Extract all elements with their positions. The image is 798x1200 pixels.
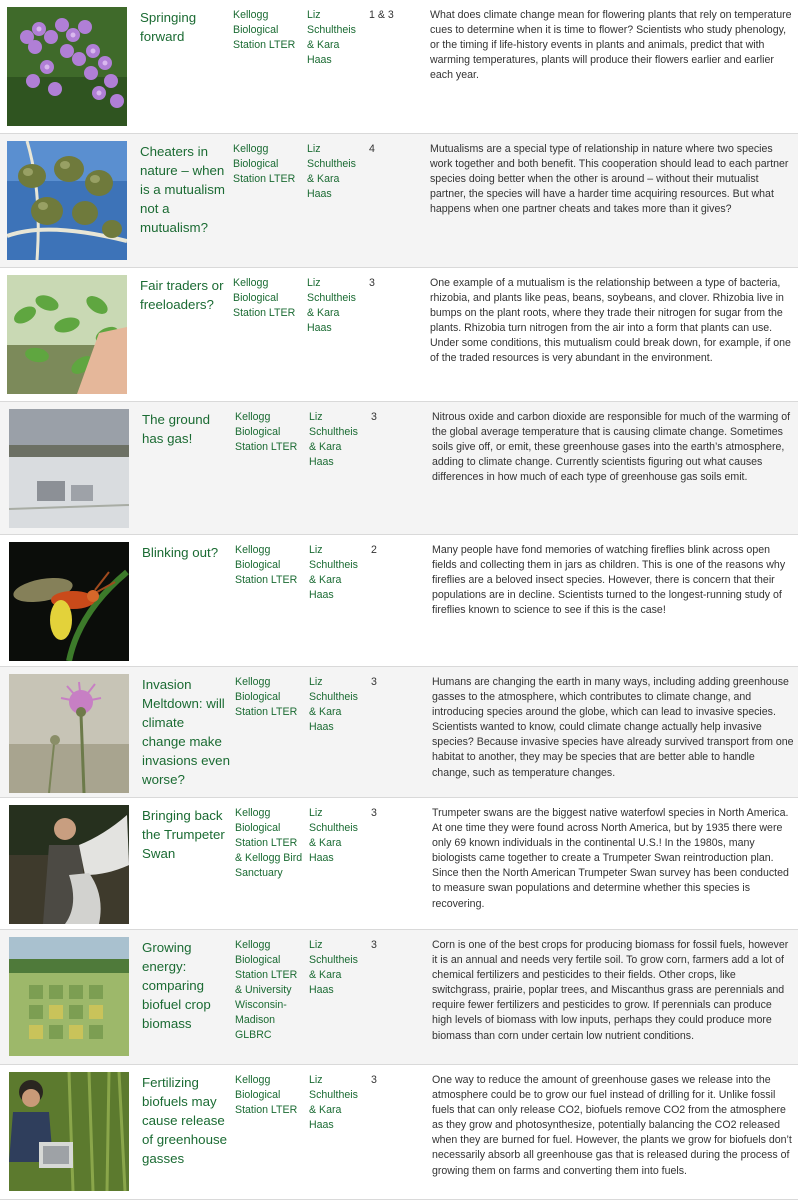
lesson-description: What does climate change mean for flowering plants that rely on temperature cues to determine when it is time to flower? Scientists who study phenology, or the timing if life-history events in plants and animals, predict that with warming temperatures, plants will produce their flowers earlier and earlier each year. <box>430 9 792 82</box>
lesson-description: One way to reduce the amount of greenhouse gases we release into the atmosphere could be to grow our fuel instead of drilling for it. Unlike fossil fuels that can only release CO2, biofuels remove CO2 from the atmosphere as they grow and photosynthesize, potentially balancing the CO2 released when they are burned for fuel. However, the plants we grow for biofuels don’t necessarily absorb all greenhouse gas that is released during the process of growing them on farms and converting them into fuels. <box>432 1074 792 1177</box>
frosty-field-photo[interactable] <box>9 409 129 528</box>
authors: Liz Schultheis & Kara Haas <box>307 277 356 334</box>
site-name: Kellogg Biological Station LTER & Kellogg Bird Sanctuary <box>235 807 303 879</box>
lesson-description: Mutualisms are a special type of relationship in nature where two species work together and both benefit. This cooperation should lead to each partner species doing better when the other is around – without their mutualist partner, the species will have a harder time acquiring resources. But what happens when one partner cheats and takes more than it gives? <box>430 143 789 216</box>
table-row <box>0 134 798 268</box>
lesson-description: One example of a mutualism is the relationship between a type of bacteria, rhizobia, and plants like peas, beans, soybeans, and clover. Rhizobia live in bumps on the plant roots, where they trade their nitrogen for sugar from the plants. Rhizobia turn nitrogen from the air into a form that plants can use. Under some conditions, this mutualism could break down, for example, if one of the traded resources is very abundant in the environment. <box>430 277 791 365</box>
swan-image <box>9 805 129 924</box>
purple-flowers-image <box>7 7 127 126</box>
site-name: Kellogg Biological Station LTER <box>235 411 298 453</box>
authors: Liz Schultheis & Kara Haas <box>309 411 358 468</box>
lesson-description: Many people have fond memories of watching fireflies blink across open fields and collecting them in jars as children. This is one of the reasons why fireflies are a beloved insect species. However, there is concern that their populations are in decline. Scientists turned to the longest-running study of fireflies known to science to see if this is the case! <box>432 544 786 617</box>
table-row <box>0 798 798 930</box>
authors: Liz Schultheis & Kara Haas <box>309 676 358 733</box>
grade-level: 3 <box>371 676 377 688</box>
lesson-title-link[interactable]: Growing energy: comparing biofuel crop biomass <box>142 940 211 1031</box>
authors: Liz Schultheis & Kara Haas <box>309 807 358 864</box>
lesson-description: Nitrous oxide and carbon dioxide are responsible for much of the warming of the global average temperature that is causing climate change. Sometimes soils give off, or emit, these greenhouse gases into the earth’s atmosphere, adding to climate change. Currently scientists figuring out what causes differences in how much of each type of greenhouse gas soils emit. <box>432 411 791 484</box>
root-nodules-photo[interactable] <box>7 141 127 260</box>
lesson-title-link[interactable]: Bringing back the Trumpeter Swan <box>142 808 225 861</box>
table-row <box>0 930 798 1065</box>
knapweed-image <box>9 674 129 793</box>
site-name: Kellogg Biological Station LTER <box>235 1074 298 1116</box>
swan-photo[interactable] <box>9 805 129 924</box>
lesson-title-link[interactable]: Cheaters in nature – when is a mutualism not a mutualism? <box>140 144 225 235</box>
firefly-image <box>9 542 129 661</box>
grade-level: 2 <box>371 544 377 556</box>
table-row <box>0 0 798 134</box>
lesson-title-link[interactable]: Fair traders or freeloaders? <box>140 278 224 312</box>
site-name: Kellogg Biological Station LTER <box>233 143 296 185</box>
table-row <box>0 535 798 667</box>
lesson-description: Corn is one of the best crops for producing biomass for fossil fuels, however it is an annual and needs very fertile soil. To grow corn, farmers add a lot of chemical fertilizers and pesticides to their fields. Other crops, like switchgrass, prairie, poplar trees, and Miscanthus grass are perennials and require fewer fertilizers and pesticides to grow. If perennials can produce high levels of biomass with low inputs, perhaps they could produce more biomass than corn under certain low nutrient conditions. <box>432 939 789 1042</box>
table-row <box>0 1065 798 1200</box>
authors: Liz Schultheis & Kara Haas <box>309 939 358 996</box>
grade-level: 3 <box>369 277 375 289</box>
lesson-description: Trumpeter swans are the biggest native waterfowl species in North America. At one time they were found across North America, but by 1935 there were only 69 known individuals in the continental U.S.! In the 1980s, many biologists came together to create a Trumpeter Swan reintroduction plan. Since then the North American Trumpeter Swan survey has been conducted to measure swan populations and determine whether this species is recovering. <box>432 807 789 910</box>
knapweed-photo[interactable] <box>9 674 129 793</box>
grade-level: 3 <box>371 939 377 951</box>
table-row <box>0 402 798 535</box>
grade-level: 4 <box>369 143 375 155</box>
lesson-title-link[interactable]: The ground has gas! <box>142 412 211 446</box>
table-row <box>0 667 798 798</box>
authors: Liz Schultheis & Kara Haas <box>309 1074 358 1131</box>
table-row <box>0 268 798 402</box>
lesson-title-link[interactable]: Blinking out? <box>142 545 219 560</box>
site-name: Kellogg Biological Station LTER & University Wisconsin-Madison GLBRC <box>235 939 298 1041</box>
frosty-field-image <box>9 409 129 528</box>
field-researcher-photo[interactable] <box>9 1072 129 1191</box>
grade-level: 3 <box>371 411 377 423</box>
site-name: Kellogg Biological Station LTER <box>235 544 298 586</box>
site-name: Kellogg Biological Station LTER <box>233 9 296 51</box>
authors: Liz Schultheis & Kara Haas <box>307 143 356 200</box>
field-researcher-image <box>9 1072 129 1191</box>
aerial-plots-image <box>9 937 129 1056</box>
aerial-plots-photo[interactable] <box>9 937 129 1056</box>
authors: Liz Schultheis & Kara Haas <box>309 544 358 601</box>
root-nodules-image <box>7 141 127 260</box>
lesson-description: Humans are changing the earth in many ways, including adding greenhouse gasses to the atmosphere, which contributes to climate change, and introducing species around the globe, which can lead to invasive species. Scientists wanted to know, could climate change actually help invasive species? Because invasive species have already survived transport from one habitat to another, they may be species that are better able to handle change, such as temperature changes. <box>432 676 794 779</box>
firefly-photo[interactable] <box>9 542 129 661</box>
grade-level: 3 <box>371 807 377 819</box>
seedlings-image <box>7 275 127 394</box>
purple-flowers-photo[interactable] <box>7 7 127 126</box>
site-name: Kellogg Biological Station LTER <box>233 277 296 319</box>
grade-level: 1 & 3 <box>369 9 394 21</box>
lesson-title-link[interactable]: Fertilizing biofuels may cause release of greenhouse gasses <box>142 1075 228 1166</box>
lesson-title-link[interactable]: Invasion Meltdown: will climate change make invasions even worse? <box>142 677 230 787</box>
site-name: Kellogg Biological Station LTER <box>235 676 298 718</box>
seedlings-photo[interactable] <box>7 275 127 394</box>
lesson-title-link[interactable]: Springing forward <box>140 10 197 44</box>
authors: Liz Schultheis & Kara Haas <box>307 9 356 66</box>
grade-level: 3 <box>371 1074 377 1086</box>
